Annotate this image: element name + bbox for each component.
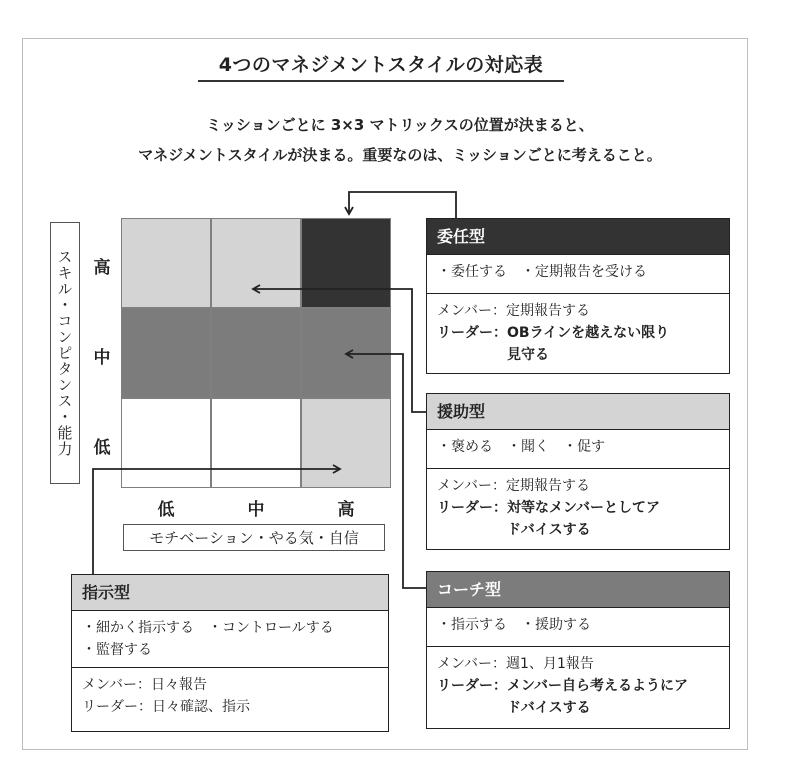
leader-value: 日々確認、指示 [152, 699, 250, 715]
col-label-mid: 中 [247, 500, 265, 520]
leader-value: 対等なメンバーとしてアドバイスする [507, 500, 661, 538]
box-coach-roles [427, 646, 729, 725]
member-key: メンバー： [82, 677, 152, 693]
arrow-coach [346, 354, 428, 588]
member-value: 定期報告する [506, 478, 591, 494]
box-enjo [426, 393, 730, 550]
subtitle-line-2: マネジメントスタイルが決まる。重要なのは、ミッションごとに考えること。 [138, 146, 662, 164]
box-enjo-title: 援助型 [427, 394, 729, 430]
box-coach-actions: ・指示する ・援助する [437, 617, 591, 633]
leader-value: メンバー自ら考えるようにアドバイスする [507, 678, 689, 716]
box-shiji-roles [72, 667, 388, 724]
member-value: 日々報告 [151, 677, 208, 693]
arrow-inin [349, 192, 456, 218]
arrow-shiji [93, 469, 340, 574]
arrow-enjo [253, 289, 428, 412]
box-shiji-actions-line-2: ・監督する [82, 642, 152, 658]
col-label-low: 低 [157, 500, 175, 520]
leader-key: リーダー： [437, 325, 507, 341]
row-label-high: 高 [93, 258, 111, 278]
member-key: メンバー： [437, 478, 507, 494]
member-value: 定期報告する [506, 303, 591, 319]
box-coach [426, 571, 730, 729]
leader-value: OBラインを越えない限り見守る [507, 325, 670, 363]
row-label-mid: 中 [93, 348, 111, 368]
leader-key: リーダー： [437, 500, 507, 516]
box-inin-roles [427, 293, 729, 372]
box-enjo-actions: ・褒める ・聞く ・促す [437, 439, 605, 455]
leader-key: リーダー： [437, 678, 507, 694]
box-enjo-roles [427, 468, 729, 547]
leader-key: リーダー： [82, 699, 152, 715]
box-inin-actions: ・委任する ・定期報告を受ける [437, 264, 647, 280]
box-inin [426, 218, 730, 374]
box-shiji-actions-line-1: ・細かく指示する ・コントロールする [82, 620, 334, 636]
member-key: メンバー： [437, 303, 507, 319]
box-coach-title: コーチ型 [427, 572, 729, 608]
x-axis-label: モチベーション・やる気・自信 [123, 524, 385, 551]
row-label-low: 低 [93, 438, 111, 458]
box-shiji-actions [72, 611, 388, 667]
page-title: 4つのマネジメントスタイルの対応表 [218, 54, 544, 76]
y-axis-label: スキル・コンピタンス・能力 [50, 222, 80, 484]
member-value: 週1、月1報告 [506, 656, 594, 672]
box-shiji-title: 指示型 [72, 575, 388, 611]
box-inin-title: 委任型 [427, 219, 729, 255]
col-label-high: 高 [337, 500, 355, 520]
box-shiji [71, 574, 389, 732]
member-key: メンバー： [437, 656, 507, 672]
subtitle-line-1: ミッションごとに 3×3 マトリックスの位置が決まると、 [206, 116, 594, 134]
